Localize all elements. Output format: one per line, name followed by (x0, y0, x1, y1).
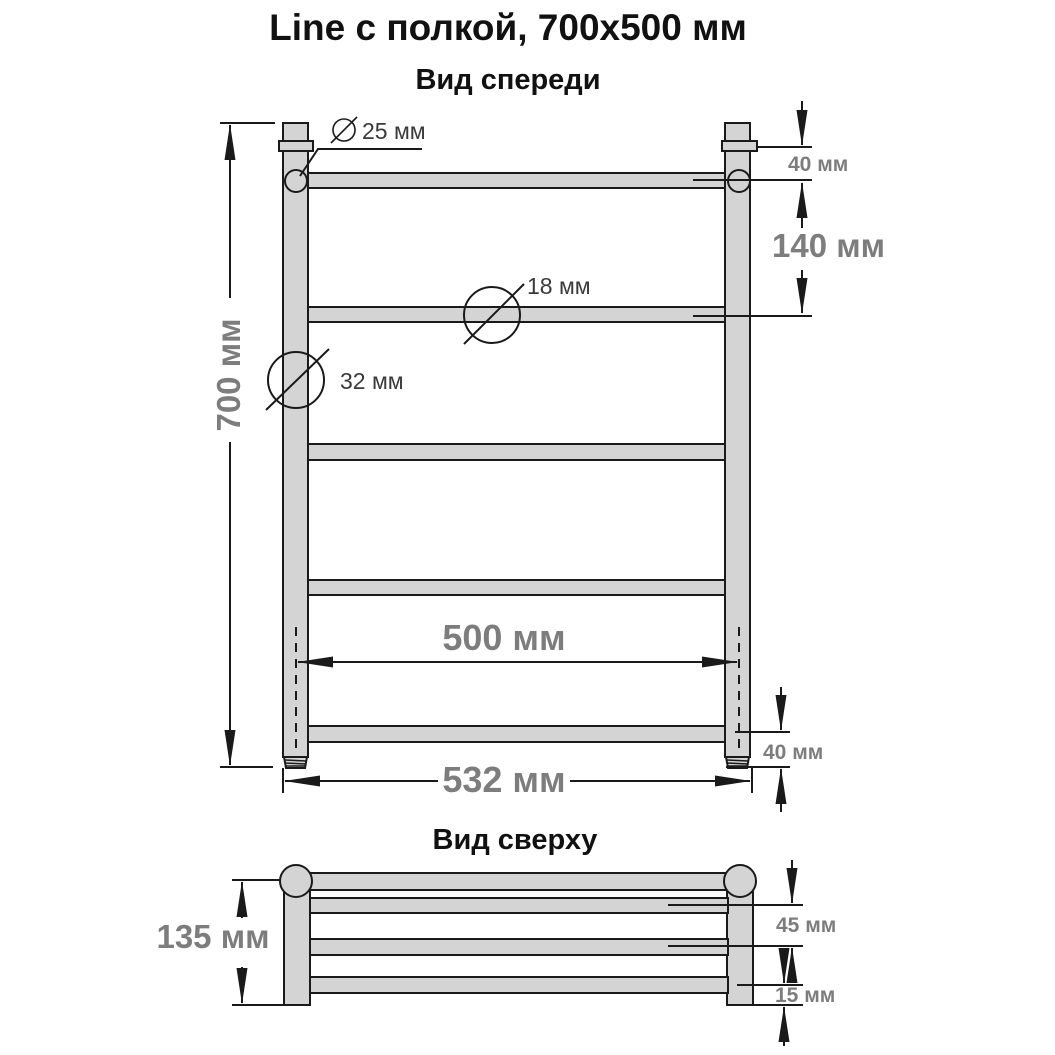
front-bar-1 (308, 173, 725, 188)
dim-500-label: 500 мм (442, 617, 566, 658)
dim-height-700 (210, 123, 275, 767)
dim-40-top-label: 40 мм (788, 153, 849, 176)
front-bar-3 (308, 444, 725, 460)
front-bar-5 (308, 726, 725, 742)
dim-45-label: 45 мм (776, 914, 837, 937)
top-left-post (284, 889, 310, 1005)
dim-140-label: 140 мм (772, 227, 886, 264)
dim-width-500 (298, 617, 737, 662)
callout-diameter-25 (300, 117, 426, 176)
page-title: Line с полкой, 700x500 мм (269, 7, 747, 48)
top-view-heading: Вид сверху (432, 824, 598, 856)
dim-depth-135 (156, 880, 283, 1005)
front-bar-2 (308, 307, 725, 322)
callout-18-label: 18 мм (527, 273, 591, 299)
front-left-joint-circle (285, 170, 307, 192)
dim-15-label: 15 мм (775, 984, 836, 1007)
dim-135-label: 135 мм (156, 918, 270, 955)
front-view-heading: Вид спереди (415, 64, 601, 96)
dim-top-right (693, 101, 885, 316)
dim-height-label: 700 мм (210, 318, 247, 432)
front-left-collar (279, 141, 313, 151)
dim-532-label: 532 мм (442, 759, 566, 800)
front-bar-4 (308, 580, 725, 595)
dim-width-532 (283, 759, 752, 800)
top-right-post (727, 892, 753, 1005)
callout-32-label: 32 мм (340, 368, 404, 394)
top-bar-4 (310, 977, 728, 993)
dim-40-bottom-label: 40 мм (763, 741, 824, 764)
top-bar-3 (310, 939, 728, 955)
top-bar-2 (310, 898, 728, 913)
top-left-post-circle (280, 865, 312, 897)
front-left-thread (284, 757, 307, 768)
front-view-structure (279, 123, 757, 768)
top-shelf-front-bar (310, 873, 727, 890)
callout-25-label: 25 мм (362, 118, 426, 144)
top-right-post-circle (724, 865, 756, 897)
top-view-structure (280, 865, 756, 1005)
front-right-collar (722, 141, 757, 151)
